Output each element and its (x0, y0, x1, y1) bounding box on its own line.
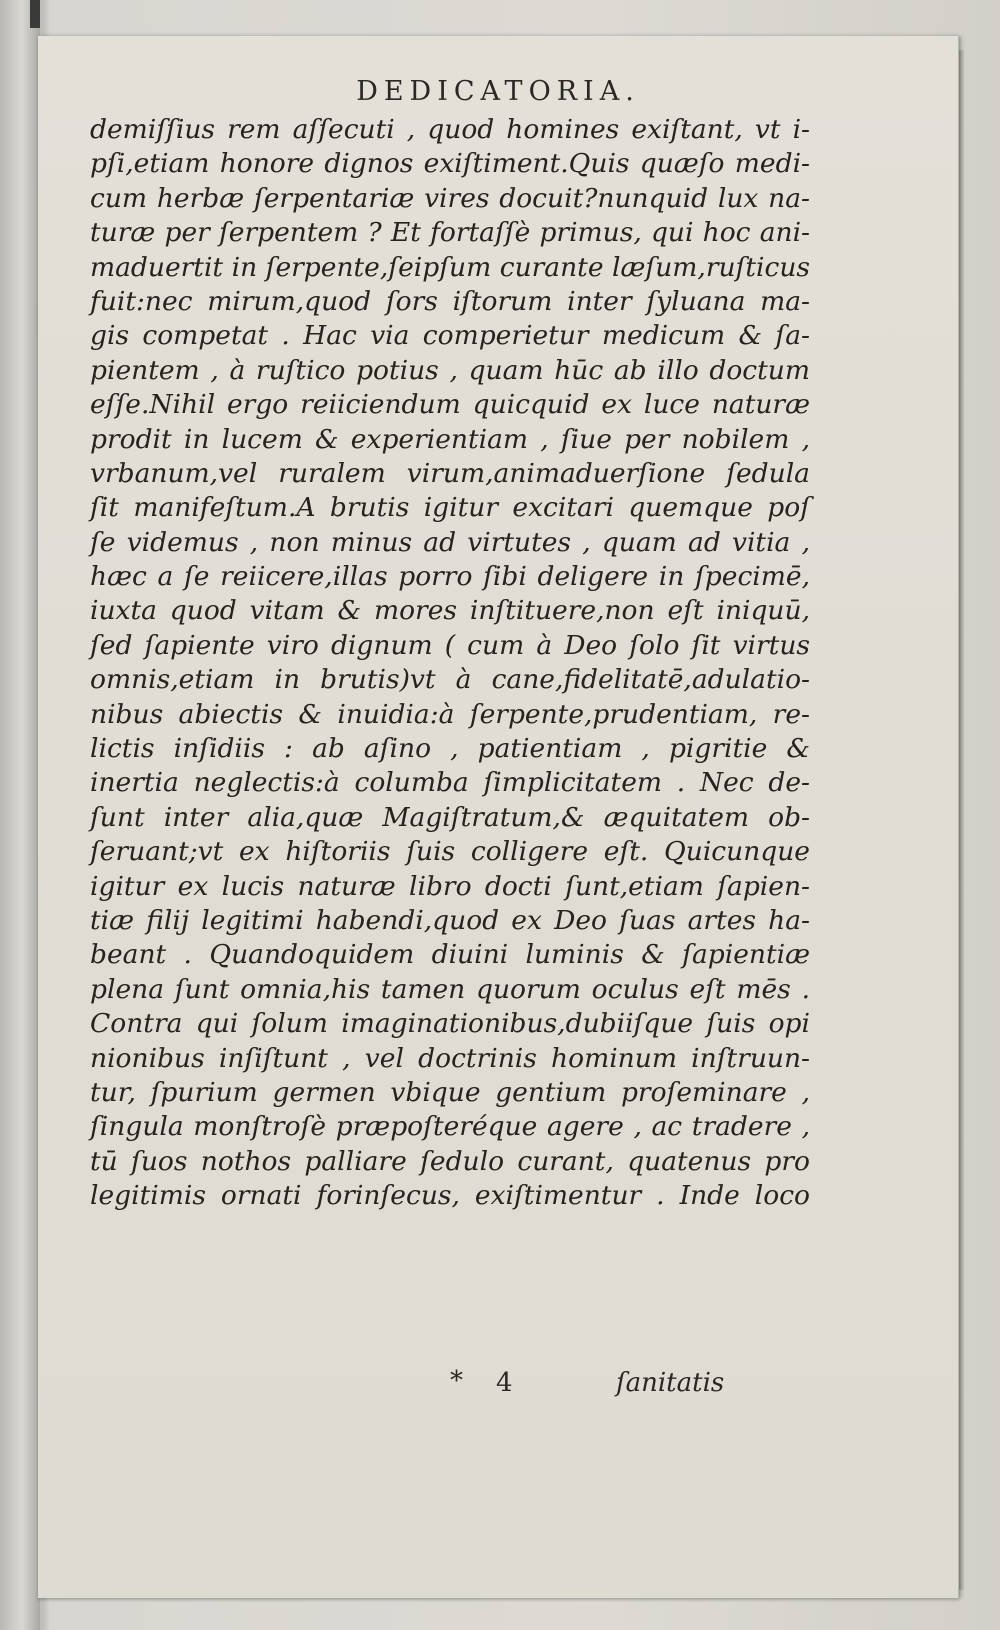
text-line: eſſe.Nihil ergo reiiciendum quicquid ex luce naturæ (90, 389, 810, 421)
text-line: ſe videmus , non minus ad virtutes , quam ad vitia , (90, 526, 810, 558)
text-line: pientem , à ruſtico potius , quam hūc ab illo doctum (90, 354, 810, 386)
text-line: hæc a ſe reiicere,illas porro ſibi deligere in ſpecimē, (90, 561, 810, 593)
signature-mark: * (450, 1366, 463, 1396)
text-line: nionibus inſiſtunt , vel doctrinis hominum inſtruun- (90, 1042, 810, 1074)
text-line: demiſſius rem aſſecuti , quod homines exiſtant, vt i- (90, 114, 810, 145)
text-line: turæ per ſerpentem ? Et fortaſſè primus, qui hoc ani- (90, 217, 810, 249)
text-line: ſed ſapiente viro dignum ( cum à Deo ſolo ſit virtus (90, 629, 810, 661)
text-line: ſit manifeſtum.A brutis igitur excitari quemque poſ (90, 492, 810, 524)
text-line: pſi,etiam honore dignos exiſtiment.Quis quæſo medi- (90, 148, 810, 180)
book-page (38, 36, 959, 1598)
text-line: vrbanum,vel ruralem virum,animaduerſione ſedula (90, 457, 810, 489)
text-line: iuxta quod vitam & mores inſtituere,non eſt iniquū, (90, 595, 810, 627)
text-line: plena ſunt omnia,his tamen quorum oculus eſt mēs . (90, 973, 810, 1005)
page-footer (38, 1366, 958, 1406)
body-text (90, 113, 810, 1214)
text-line: igitur ex lucis naturæ libro docti ſunt,etiam ſapien- (90, 870, 810, 902)
running-header: DEDICATORIA. (356, 76, 640, 107)
spine-shadow-mark (30, 0, 40, 28)
text-line: beant . Quandoquidem diuini luminis & ſapientiæ (90, 939, 810, 971)
text-line: inertia neglectis:à columba ſimplicitatem . Nec de- (90, 767, 810, 799)
text-line: ſingula monſtroſè præpoſteréque agere , ac tradere , (90, 1111, 810, 1143)
page-number: 4 (496, 1368, 513, 1398)
text-line: gis competat . Hac via comperietur medicum & ſa- (90, 320, 810, 352)
text-line: lictis inſidiis : ab aſino , patientiam , pigritie & (90, 733, 810, 765)
text-line: tū ſuos nothos palliare ſedulo curant, quatenus pro (90, 1145, 810, 1177)
book-spine (0, 0, 40, 1630)
catchword: ſanitatis (616, 1368, 725, 1398)
text-line: Contra qui ſolum imaginationibus,dubiiſque ſuis opi (90, 1008, 810, 1040)
text-line: tur, ſpurium germen vbique gentium proſeminare , (90, 1076, 810, 1108)
text-line: omnis,etiam in brutis)vt à cane,fidelitatē,adulatio- (90, 664, 810, 696)
text-line: ſunt inter alia,quæ Magiſtratum,& æquitatem ob- (90, 801, 810, 833)
text-line: tiæ filij legitimi habendi,quod ex Deo ſuas artes ha- (90, 904, 810, 936)
text-line: cum herbæ ſerpentariæ vires docuit?nunquid lux na- (90, 182, 810, 214)
text-line: nibus abiectis & inuidia:à ſerpente,prudentiam, re- (90, 698, 810, 730)
text-line: maduertit in ſerpente,ſeipſum curante læſum,ruſticus (90, 251, 810, 283)
text-line: fuit:nec mirum,quod ſors iſtorum inter ſyluana ma- (90, 285, 810, 317)
text-line: legitimis ornati forinſecus, exiſtimentur . Inde loco (90, 1180, 810, 1212)
text-line: ſeruant;vt ex hiſtoriis ſuis colligere eſt. Quicunque (90, 836, 810, 868)
text-line: prodit in lucem & experientiam , ſiue per nobilem , (90, 423, 810, 455)
